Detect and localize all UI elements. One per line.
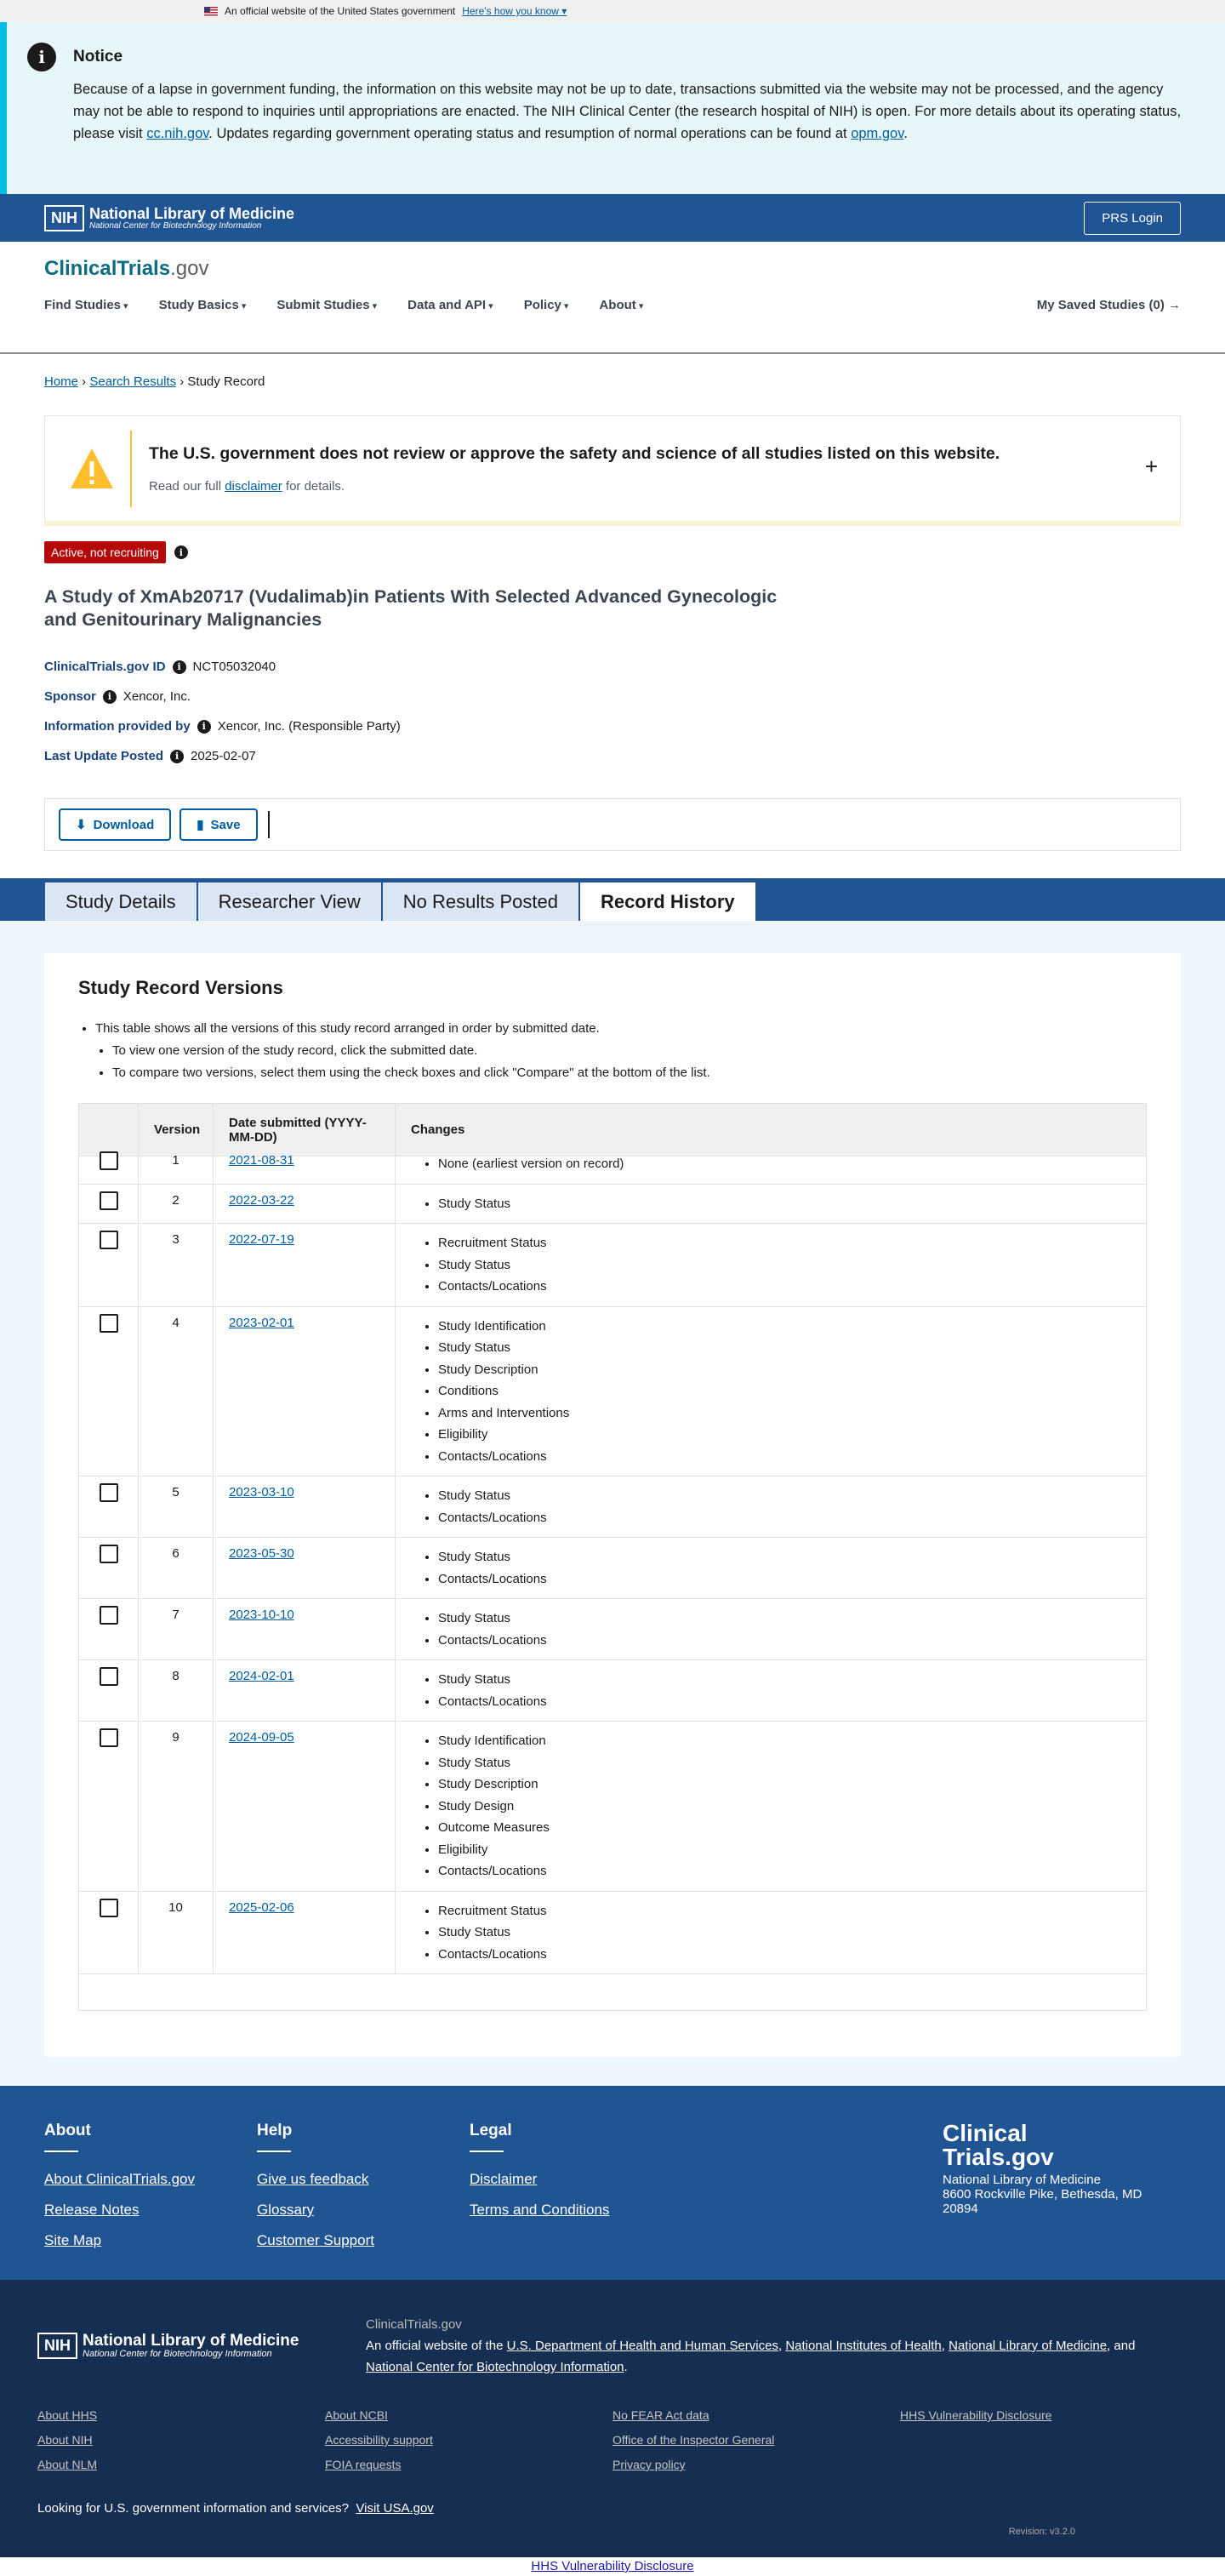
- footer-nlm-link[interactable]: National Library of Medicine: [949, 2339, 1108, 2353]
- prs-login-button[interactable]: PRS Login: [1084, 202, 1181, 235]
- opm-link[interactable]: opm.gov: [851, 126, 904, 141]
- version-date-link[interactable]: 2023-02-01: [229, 1315, 294, 1330]
- change-item: • Contacts/Locations: [438, 1276, 1146, 1298]
- table-row: [79, 1476, 1146, 1538]
- sponsor-info-icon[interactable]: i: [103, 690, 117, 704]
- nlm-header: [0, 194, 1225, 242]
- compare-checkbox[interactable]: [100, 1899, 118, 1917]
- change-item: • Contacts/Locations: [438, 1691, 1146, 1713]
- change-item: • Study Status: [438, 1669, 1146, 1691]
- change-item: • Study Identification: [438, 1730, 1146, 1752]
- gov-banner: [0, 0, 1225, 22]
- footer-accessibility[interactable]: Accessibility support: [325, 2433, 433, 2447]
- change-item: • Study Status: [438, 1752, 1146, 1774]
- version-number: 2: [139, 1185, 214, 1224]
- tab-study-details[interactable]: Study Details: [44, 882, 197, 921]
- hhs-vuln-bottom: [0, 2557, 1225, 2576]
- footer-usa: Looking for U.S. government information and services? Visit USA.gov: [37, 2501, 434, 2516]
- versions-instructions: [95, 1018, 1147, 1084]
- changes-list: [438, 1608, 1146, 1651]
- main-nav: [44, 298, 1181, 312]
- nlm-name: National Library of Medicine: [89, 204, 295, 222]
- footer-about-nlm[interactable]: About NLM: [37, 2458, 98, 2471]
- info-icon: i: [27, 43, 56, 71]
- action-separator: [268, 811, 270, 838]
- gov-banner-text: An official website of the United States government: [225, 5, 456, 17]
- ctg-logo[interactable]: ClinicalTrials.gov: [44, 257, 209, 280]
- footer-about-nih[interactable]: About NIH: [37, 2433, 93, 2447]
- footer-official-text: ClinicalTrials.gov An official website of the U.S. Department of Health and Human Services, National Institutes of Health, National Library of Medicine, and National Center for Biotechnology Information.: [366, 2317, 1136, 2374]
- footer-addr-2: 8600 Rockville Pike, Bethesda, MD 20894: [943, 2187, 1142, 2216]
- instruction-intro: • This table shows all the versions of this study record arranged in order by submitted date.: [95, 1018, 1147, 1040]
- version-number: 5: [139, 1476, 214, 1537]
- change-item: • Study Status: [438, 1922, 1146, 1944]
- download-button[interactable]: ⬇ Download: [59, 808, 171, 841]
- notice-title: Notice: [73, 48, 123, 66]
- footer-top: [0, 2086, 1225, 2280]
- instruction-view: • To view one version of the study record, click the submitted date.: [112, 1040, 1147, 1062]
- study-meta: [44, 652, 1181, 771]
- compare-checkbox[interactable]: [100, 1151, 118, 1170]
- table-row: [79, 1145, 1146, 1185]
- changes-list: [438, 1232, 1146, 1298]
- footer-links: [37, 2408, 1188, 2482]
- change-item: • None (earliest version on record): [438, 1153, 1146, 1175]
- disclaimer-title: The U.S. government does not review or approve the safety and science of all studies listed on this website.: [149, 443, 1000, 463]
- table-row: [79, 1892, 1146, 1975]
- nav-study-basics[interactable]: Study Basics ▾: [159, 298, 247, 312]
- status-badge: Active, not recruiting: [44, 541, 166, 563]
- header-date: Date submitted (YYYY-MM-DD): [214, 1104, 396, 1156]
- footer-about-ctg[interactable]: About ClinicalTrials.gov: [44, 2171, 195, 2187]
- breadcrumb-home[interactable]: Home: [44, 374, 79, 389]
- compare-checkbox[interactable]: [100, 1314, 118, 1333]
- change-item: • Study Status: [438, 1485, 1146, 1507]
- footer-address: [943, 2122, 1181, 2280]
- table-row: [79, 1224, 1146, 1307]
- arrow-right-icon: →: [1168, 298, 1181, 312]
- footer-hhs-vuln[interactable]: HHS Vulnerability Disclosure: [900, 2408, 1052, 2422]
- version-date-link[interactable]: 2021-08-31: [229, 1153, 294, 1168]
- change-item: • Eligibility: [438, 1839, 1146, 1861]
- version-number: 4: [139, 1307, 214, 1476]
- site-header: [0, 242, 1225, 354]
- download-icon: ⬇: [76, 818, 87, 832]
- change-item: • Study Identification: [438, 1316, 1146, 1338]
- footer-help-title: Help: [257, 2122, 293, 2139]
- changes-list: [438, 1546, 1146, 1590]
- compare-checkbox[interactable]: [100, 1483, 118, 1502]
- version-date-link[interactable]: 2023-10-10: [229, 1608, 294, 1622]
- provided-by-label: Information provided by: [44, 719, 191, 734]
- disclaimer-link[interactable]: disclaimer: [225, 478, 282, 494]
- footer-about-hhs[interactable]: About HHS: [37, 2408, 98, 2422]
- cc-nih-link[interactable]: cc.nih.gov: [146, 126, 209, 141]
- changes-list: [438, 1485, 1146, 1528]
- change-item: • Study Status: [438, 1337, 1146, 1359]
- us-flag-icon: [204, 7, 218, 16]
- breadcrumb-search-results[interactable]: Search Results: [89, 374, 177, 389]
- compare-checkbox[interactable]: [100, 1191, 118, 1210]
- disclaimer-text: Read our full disclaimer for details.: [149, 478, 345, 494]
- footer-site-map[interactable]: Site Map: [44, 2232, 102, 2248]
- footer-disclaimer[interactable]: Disclaimer: [470, 2171, 538, 2187]
- versions-card: [44, 953, 1181, 2057]
- table-row: [79, 1307, 1146, 1477]
- last-update-value: 2025-02-07: [191, 749, 256, 763]
- status-info-icon[interactable]: i: [174, 545, 188, 559]
- last-update-label: Last Update Posted: [44, 749, 164, 763]
- table-row: [79, 1722, 1146, 1892]
- footer-bottom: [0, 2280, 1225, 2557]
- action-bar: [44, 798, 1181, 851]
- footer-inspector-general[interactable]: Office of the Inspector General: [612, 2433, 775, 2447]
- footer-support[interactable]: Customer Support: [257, 2232, 374, 2248]
- version-number: 3: [139, 1224, 214, 1306]
- footer-about-title: About: [44, 2122, 91, 2139]
- change-item: • Contacts/Locations: [438, 1446, 1146, 1468]
- id-label: ClinicalTrials.gov ID: [44, 660, 166, 674]
- nav-submit-studies[interactable]: Submit Studies ▾: [276, 298, 377, 312]
- footer-hhs-link[interactable]: U.S. Department of Health and Human Services: [506, 2339, 778, 2353]
- versions-title: Study Record Versions: [78, 977, 283, 998]
- table-row: [79, 1538, 1146, 1599]
- changes-list: [438, 1900, 1146, 1966]
- hhs-vuln-bottom-link[interactable]: HHS Vulnerability Disclosure: [531, 2559, 694, 2573]
- changes-list: [438, 1730, 1146, 1882]
- change-item: • Eligibility: [438, 1424, 1146, 1446]
- change-item: • Study Status: [438, 1193, 1146, 1215]
- version-date-link[interactable]: 2025-02-06: [229, 1899, 294, 1915]
- nih-logo: NIH: [44, 205, 84, 231]
- study-title: A Study of XmAb20717 (Vudalimab)in Patients With Selected Advanced Gynecologic and Genitourinary Malignancies: [44, 586, 778, 630]
- footer-help: [257, 2122, 470, 2280]
- heres-how-you-know-link[interactable]: Here's how you know ▾: [462, 5, 567, 17]
- ncbi-name: National Center for Biotechnology Information: [89, 220, 262, 231]
- table-row: [79, 1599, 1146, 1660]
- compare-checkbox[interactable]: [100, 1606, 118, 1625]
- version-date-link[interactable]: 2022-07-19: [229, 1232, 294, 1247]
- save-button[interactable]: ▮ Save: [179, 808, 257, 841]
- provided-info-icon[interactable]: i: [197, 720, 211, 734]
- tab-researcher-view[interactable]: Researcher View: [197, 882, 382, 921]
- content-area: [0, 921, 1225, 2086]
- visit-usa-link[interactable]: Visit USA.gov: [356, 2501, 434, 2516]
- change-item: • Study Status: [438, 1608, 1146, 1630]
- instruction-compare: • To compare two versions, select them using the check boxes and click "Compare" at the bottom of the list.: [112, 1062, 1147, 1084]
- change-item: • Study Description: [438, 1359, 1146, 1381]
- my-saved-studies-link[interactable]: My Saved Studies (0) →: [1036, 298, 1181, 312]
- footer-foia[interactable]: FOIA requests: [325, 2458, 402, 2471]
- breadcrumb: Home › Search Results › Study Record: [44, 374, 265, 389]
- nlm-logo[interactable]: [44, 205, 294, 231]
- versions-table: [78, 1103, 1147, 2011]
- footer-legal-title: Legal: [470, 2122, 512, 2139]
- sponsor-label: Sponsor: [44, 689, 96, 704]
- footer-nih-logo: NIH: [37, 2333, 77, 2359]
- compare-checkbox[interactable]: [100, 1667, 118, 1686]
- change-item: • Contacts/Locations: [438, 1507, 1146, 1529]
- change-item: • Conditions: [438, 1380, 1146, 1402]
- footer-ctg-logo[interactable]: Clinical Trials.gov: [943, 2120, 1054, 2170]
- footer-legal: [470, 2122, 682, 2280]
- funding-notice: [0, 22, 1225, 194]
- warning-divider: [130, 431, 132, 507]
- nav-policy[interactable]: Policy ▾: [524, 298, 569, 312]
- footer-about: [44, 2122, 257, 2280]
- change-item: • Recruitment Status: [438, 1900, 1146, 1922]
- footer-ncbi-name: National Center for Biotechnology Information: [83, 2349, 272, 2359]
- compare-checkbox[interactable]: [100, 1231, 118, 1249]
- change-item: • Contacts/Locations: [438, 1630, 1146, 1652]
- sponsor-value: Xencor, Inc.: [122, 689, 191, 704]
- update-info-icon[interactable]: i: [170, 750, 184, 763]
- compare-checkbox[interactable]: [100, 1545, 118, 1563]
- header-changes: Changes: [411, 1122, 465, 1137]
- tab-no-results-posted[interactable]: No Results Posted: [382, 882, 579, 921]
- changes-list: [438, 1669, 1146, 1712]
- change-item: • Contacts/Locations: [438, 1568, 1146, 1591]
- table-row: [79, 1660, 1146, 1722]
- revision: Revision: v3.2.0: [1008, 2527, 1075, 2537]
- footer-feedback[interactable]: Give us feedback: [257, 2171, 369, 2187]
- footer-nlm-logo[interactable]: [37, 2314, 366, 2378]
- version-date-link[interactable]: 2022-03-22: [229, 1192, 294, 1208]
- warning-icon: [69, 446, 115, 492]
- tabs-bar: [0, 878, 1225, 921]
- changes-list: [438, 1153, 1146, 1175]
- nav-find-studies[interactable]: Find Studies ▾: [44, 298, 128, 312]
- version-date-link[interactable]: 2024-02-01: [229, 1669, 294, 1683]
- footer-nih-link[interactable]: National Institutes of Health: [785, 2339, 942, 2353]
- compare-checkbox[interactable]: [100, 1728, 118, 1747]
- changes-list: [438, 1316, 1146, 1468]
- change-item: • Study Design: [438, 1796, 1146, 1818]
- footer-ncbi-link[interactable]: National Center for Biotechnology Information: [366, 2360, 624, 2374]
- version-date-link[interactable]: 2023-05-30: [229, 1546, 294, 1561]
- footer-privacy[interactable]: Privacy policy: [612, 2458, 686, 2471]
- notice-body: Because of a lapse in government funding, the information on this website may not be up to date, transactions submitted via the website may not be processed, and the agency may not be able to respond to inquiries until appropriations are enacted. The NIH Clinical Center (the research hospital of NIH) is open. For more details about its operating status, please visit cc.nih.gov. Updates regarding government operating status and resumption of normal operations can be found at opm.gov.: [73, 82, 1182, 141]
- footer-nlm-name: National Library of Medicine: [83, 2332, 299, 2350]
- version-number: 8: [139, 1660, 214, 1721]
- footer-glossary[interactable]: Glossary: [257, 2202, 315, 2218]
- study-id: NCT05032040: [192, 660, 276, 674]
- disclaimer-banner: [44, 415, 1181, 526]
- change-item: • Study Status: [438, 1254, 1146, 1277]
- footer-no-fear[interactable]: No FEAR Act data: [612, 2408, 709, 2422]
- nav-data-api[interactable]: Data and API ▾: [407, 298, 493, 312]
- bookmark-icon: ▮: [197, 818, 204, 832]
- id-info-icon[interactable]: i: [173, 660, 186, 674]
- version-number: 6: [139, 1538, 214, 1598]
- footer-about-ncbi[interactable]: About NCBI: [325, 2408, 388, 2422]
- version-date-link[interactable]: 2023-03-10: [229, 1485, 294, 1499]
- tab-record-history[interactable]: Record History: [579, 882, 756, 921]
- status-row: [44, 541, 1181, 563]
- footer-terms[interactable]: Terms and Conditions: [470, 2202, 610, 2218]
- version-number: 10: [139, 1892, 214, 1974]
- breadcrumb-current: Study Record: [187, 374, 265, 389]
- change-item: • Recruitment Status: [438, 1232, 1146, 1254]
- footer-addr-1: National Library of Medicine: [943, 2173, 1101, 2187]
- provided-by-value: Xencor, Inc. (Responsible Party): [217, 719, 401, 734]
- change-item: • Contacts/Locations: [438, 1944, 1146, 1966]
- version-number: 9: [139, 1722, 214, 1891]
- change-item: • Arms and Interventions: [438, 1402, 1146, 1425]
- expand-plus-icon[interactable]: +: [1144, 454, 1158, 479]
- version-number: 7: [139, 1599, 214, 1659]
- version-number: 1: [139, 1145, 214, 1184]
- changes-list: [438, 1193, 1146, 1215]
- footer-release-notes[interactable]: Release Notes: [44, 2202, 140, 2218]
- change-item: • Contacts/Locations: [438, 1860, 1146, 1882]
- change-item: • Study Description: [438, 1773, 1146, 1796]
- nav-about[interactable]: About ▾: [599, 298, 643, 312]
- versions-rows: [79, 1145, 1146, 1974]
- change-item: • Study Status: [438, 1546, 1146, 1568]
- change-item: • Outcome Measures: [438, 1817, 1146, 1839]
- version-date-link[interactable]: 2024-09-05: [229, 1730, 294, 1745]
- header-version: Version: [139, 1104, 214, 1156]
- table-row: [79, 1185, 1146, 1225]
